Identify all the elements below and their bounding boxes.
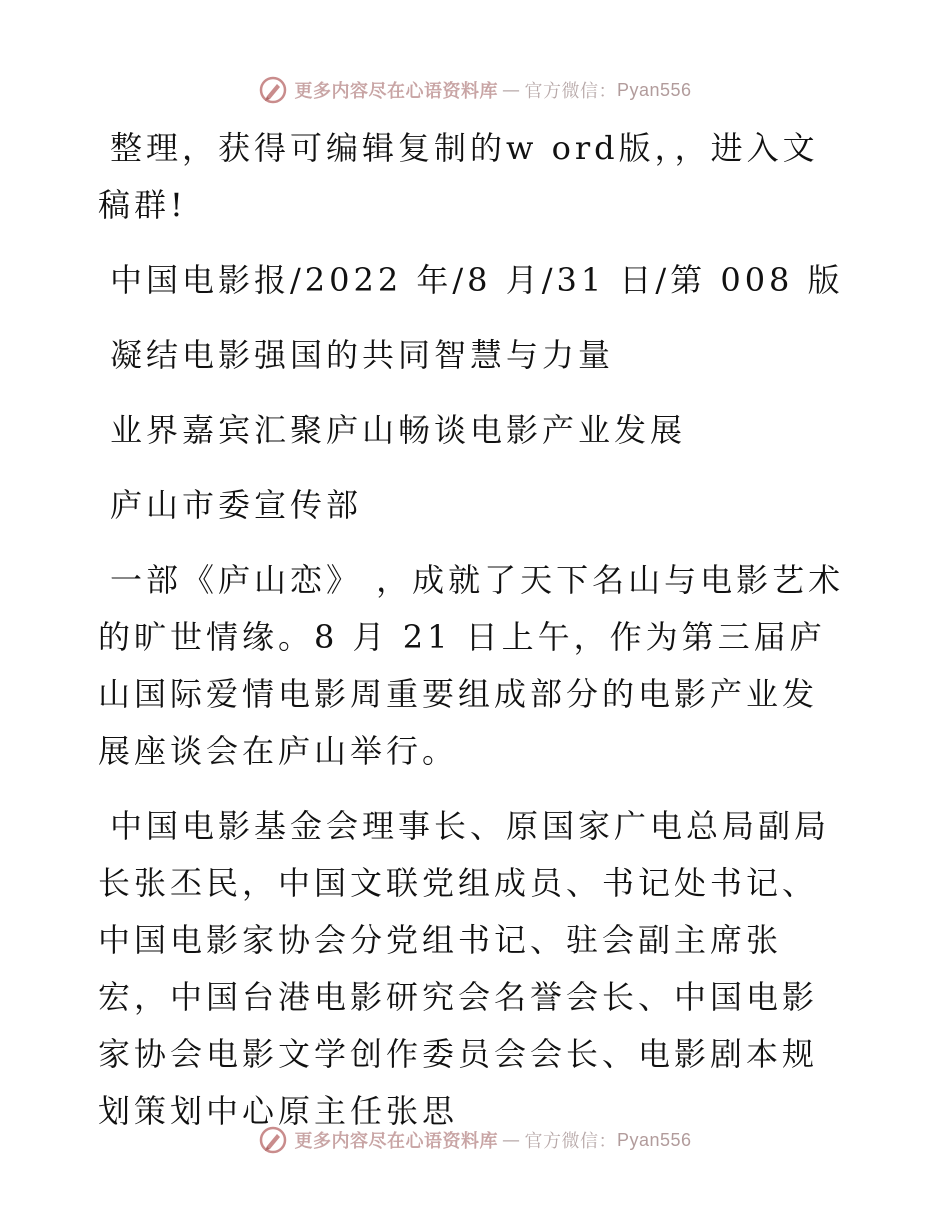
banner-dash: — (501, 79, 521, 101)
article-title: 凝结电影强国的共同智慧与力量 (110, 336, 615, 374)
banner-text: 更多内容尽在心语资料库 (294, 1131, 498, 1152)
banner-wechat-label: 官方微信： (524, 81, 617, 102)
document-body (98, 120, 850, 1140)
banner-wechat-id: Pyan556 (616, 1129, 692, 1150)
body-paragraph-1: 一部《庐山恋》 ，成就了天下名山与电影艺术的旷世情缘。8 月 21 日上午，作为第三届庐山国际爱情电影周重要组成部分的电影产业发展座谈会在庐山举行。 (98, 561, 845, 770)
footer-watermark-banner (0, 1120, 950, 1160)
intro-paragraph: 整理，获得可编辑复制的w ord版，，进入文稿群! (98, 129, 819, 224)
pen-logo-icon (258, 1125, 288, 1155)
header-watermark-banner (0, 70, 950, 110)
banner-wechat-label: 官方微信： (524, 1131, 617, 1152)
banner-dash: — (501, 1129, 521, 1151)
body-paragraph-2: 中国电影基金会理事长、原国家广电总局副局长张丕民，中国文联党组成员、书记处书记、中国电影家协会分党组书记、驻会副主席张宏，中国台港电影研究会名誉会长、中国电影家协会电影文学创作委员会会长、电影剧本规划策划中心原主任张思 (98, 807, 831, 1130)
source-line: 中国电影报/2022 年/8 月/31 日/第 008 版 (110, 261, 844, 299)
banner-text: 更多内容尽在心语资料库 (294, 81, 498, 102)
pen-logo-icon (258, 75, 288, 105)
banner-wechat-id: Pyan556 (616, 79, 692, 100)
article-subtitle: 业界嘉宾汇聚庐山畅谈电影产业发展 (110, 411, 687, 449)
article-author: 庐山市委宣传部 (110, 486, 363, 524)
